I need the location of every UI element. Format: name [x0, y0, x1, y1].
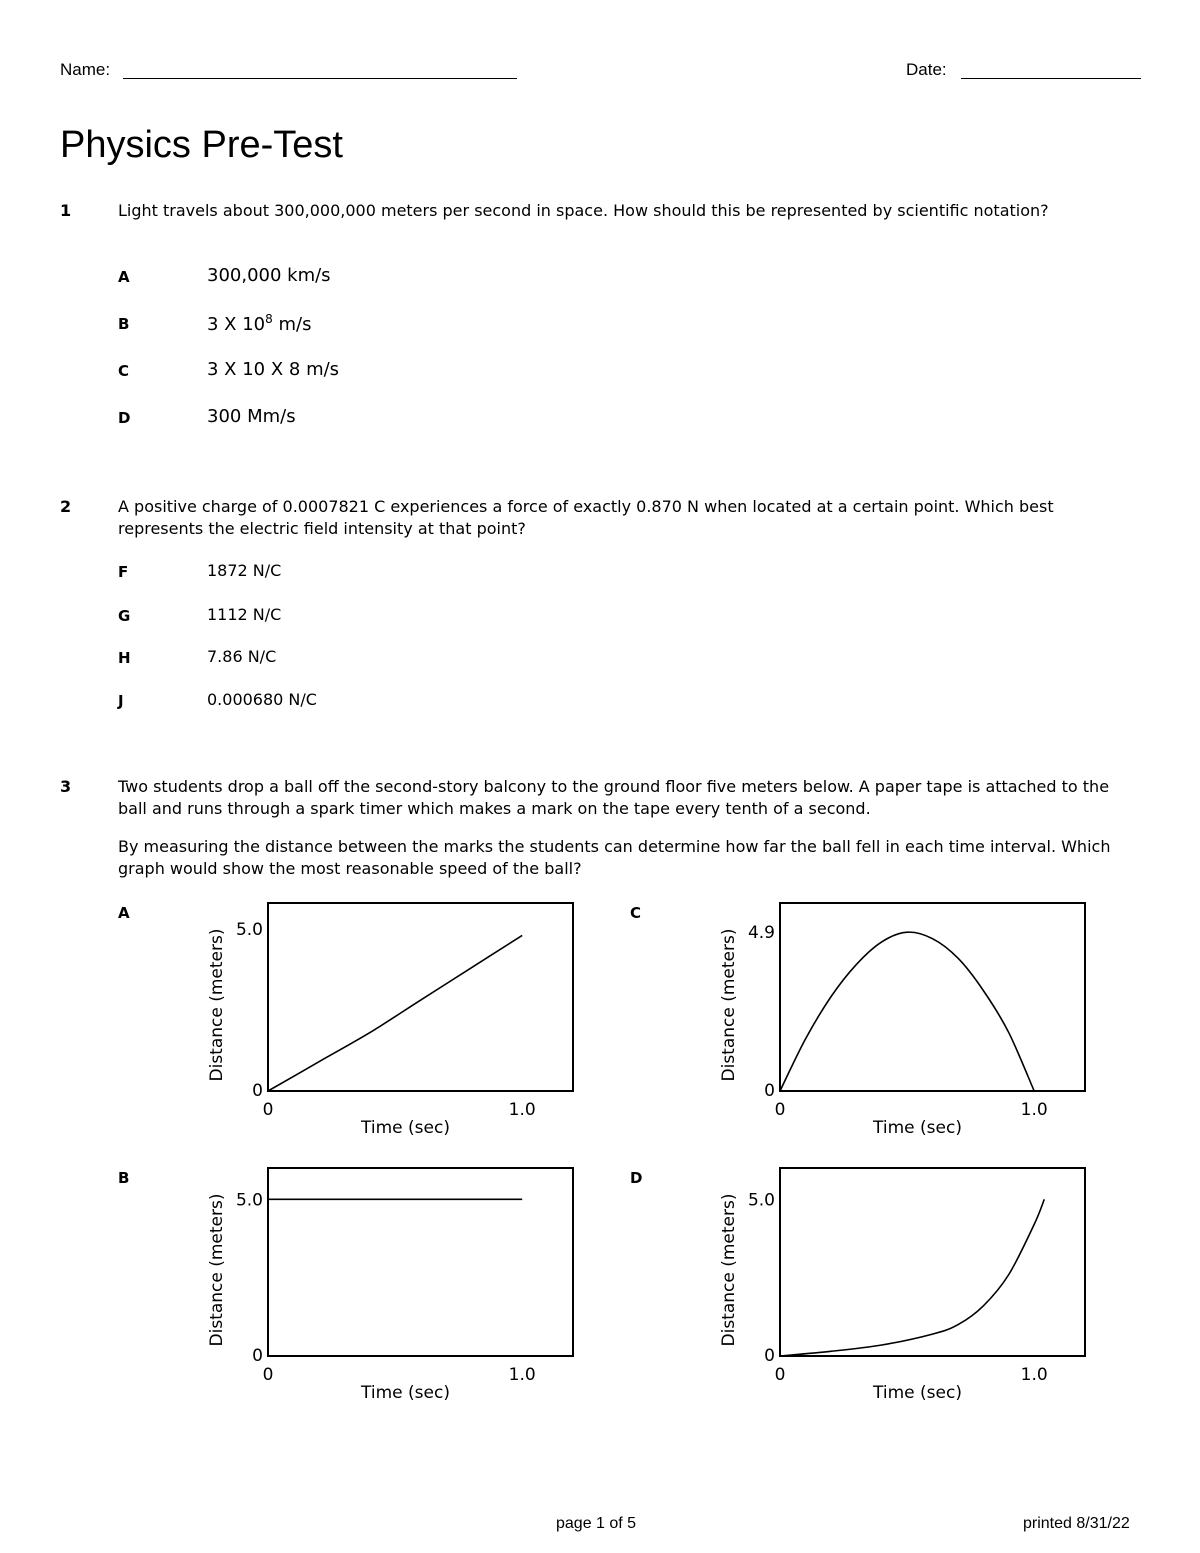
name-blank[interactable]: [123, 78, 517, 79]
y-axis-label: Distance (meters): [719, 1193, 739, 1347]
x-tick-label: 1.0: [508, 1100, 536, 1120]
data-series-line: [268, 935, 522, 1091]
graph-a: [200, 895, 590, 1140]
q1-option-c-text: 3 X 10 X 8 m/s: [207, 359, 340, 380]
question-2-number: 2: [60, 497, 72, 516]
q1-option-c-letter[interactable]: C: [118, 362, 130, 380]
x-axis-label: Time (sec): [361, 1118, 450, 1138]
exponent: 8: [265, 312, 273, 326]
question-1-text: Light travels about 300,000,000 meters per second in space. How should this be represented by scientific notation?: [118, 201, 1049, 220]
y-axis-label: Distance (meters): [719, 928, 739, 1082]
q2-option-g-letter[interactable]: G: [118, 607, 131, 625]
x-axis-label: Time (sec): [873, 1118, 962, 1138]
x-tick-label: 0: [774, 1365, 786, 1385]
plot-frame: [268, 903, 573, 1091]
y-tick-label: 0: [764, 1081, 775, 1101]
y-tick-label: 5.0: [235, 1190, 263, 1211]
printed-date: printed 8/31/22: [1023, 1515, 1130, 1532]
date-label: Date:: [906, 60, 947, 79]
q1-option-a-letter[interactable]: A: [118, 268, 130, 286]
q2-option-g-text: 1112 N/C: [207, 605, 282, 624]
graph-c: [712, 895, 1102, 1140]
q2-option-f-letter[interactable]: F: [118, 563, 129, 581]
y-tick-label: 0: [252, 1081, 263, 1101]
graph-d: [712, 1160, 1102, 1405]
question-1-number: 1: [60, 201, 72, 220]
y-tick-label: 5.0: [747, 1190, 775, 1211]
q1-option-b-text: 3 X $10^8$ m/s: [207, 312, 312, 335]
data-series-line: [780, 1199, 1044, 1356]
graph-a-option-letter[interactable]: A: [118, 904, 130, 922]
x-tick-label: 0: [774, 1100, 786, 1120]
question-3-text-2: By measuring the distance between the marks the students can determine how far the ball fell in each time interval. Which graph would show the most reasonable speed of the ball?: [118, 837, 1111, 878]
y-axis-label: Distance (meters): [207, 928, 227, 1082]
graph-b-option-letter[interactable]: B: [118, 1169, 130, 1187]
q2-option-j-letter[interactable]: J: [118, 692, 124, 710]
q2-option-f-text: 1872 N/C: [207, 561, 282, 580]
y-tick-label: 5.0: [235, 919, 263, 940]
question-3-text: Two students drop a ball off the second-story balcony to the ground floor five meters below. A paper tape is attached to the ball and runs through a spark timer which makes a mark on the tape every tenth of a second.: [118, 777, 1110, 818]
graph-c-option-letter[interactable]: C: [630, 904, 642, 922]
x-tick-label: 0: [262, 1100, 274, 1120]
q1-option-a-text: 300,000 km/s: [207, 265, 331, 286]
y-axis-label: Distance (meters): [207, 1193, 227, 1347]
x-tick-label: 1.0: [508, 1365, 536, 1385]
graph-b: [200, 1160, 590, 1405]
q1-option-b-letter[interactable]: B: [118, 315, 130, 333]
date-blank[interactable]: [961, 78, 1141, 79]
plot-frame: [268, 1168, 573, 1356]
x-tick-label: 1.0: [1020, 1365, 1048, 1385]
q2-option-h-text: 7.86 N/C: [207, 647, 277, 666]
x-tick-label: 0: [262, 1365, 274, 1385]
y-tick-label: 0: [252, 1346, 263, 1366]
question-3-number: 3: [60, 777, 72, 796]
q1-option-d-text: 300 Mm/s: [207, 406, 296, 427]
q2-option-j-text: 0.000680 N/C: [207, 690, 317, 709]
q1-option-d-letter[interactable]: D: [118, 409, 131, 427]
name-label: Name:: [60, 60, 111, 79]
graph-d-option-letter[interactable]: D: [630, 1169, 643, 1187]
y-tick-label: 4.9: [747, 923, 775, 944]
plot-frame: [780, 903, 1085, 1091]
q2-option-h-letter[interactable]: H: [118, 649, 131, 667]
data-series-line: [780, 932, 1034, 1091]
plot-frame: [780, 1168, 1085, 1356]
page-title: Physics Pre-Test: [60, 124, 343, 166]
x-axis-label: Time (sec): [873, 1383, 962, 1403]
page-number: page 1 of 5: [556, 1515, 637, 1532]
x-axis-label: Time (sec): [361, 1383, 450, 1403]
x-tick-label: 1.0: [1020, 1100, 1048, 1120]
question-2-text: A positive charge of 0.0007821 C experiences a force of exactly 0.870 N when located at a certain point. Which best represents the electric field intensity at that point?: [118, 497, 1054, 538]
y-tick-label: 0: [764, 1346, 775, 1366]
